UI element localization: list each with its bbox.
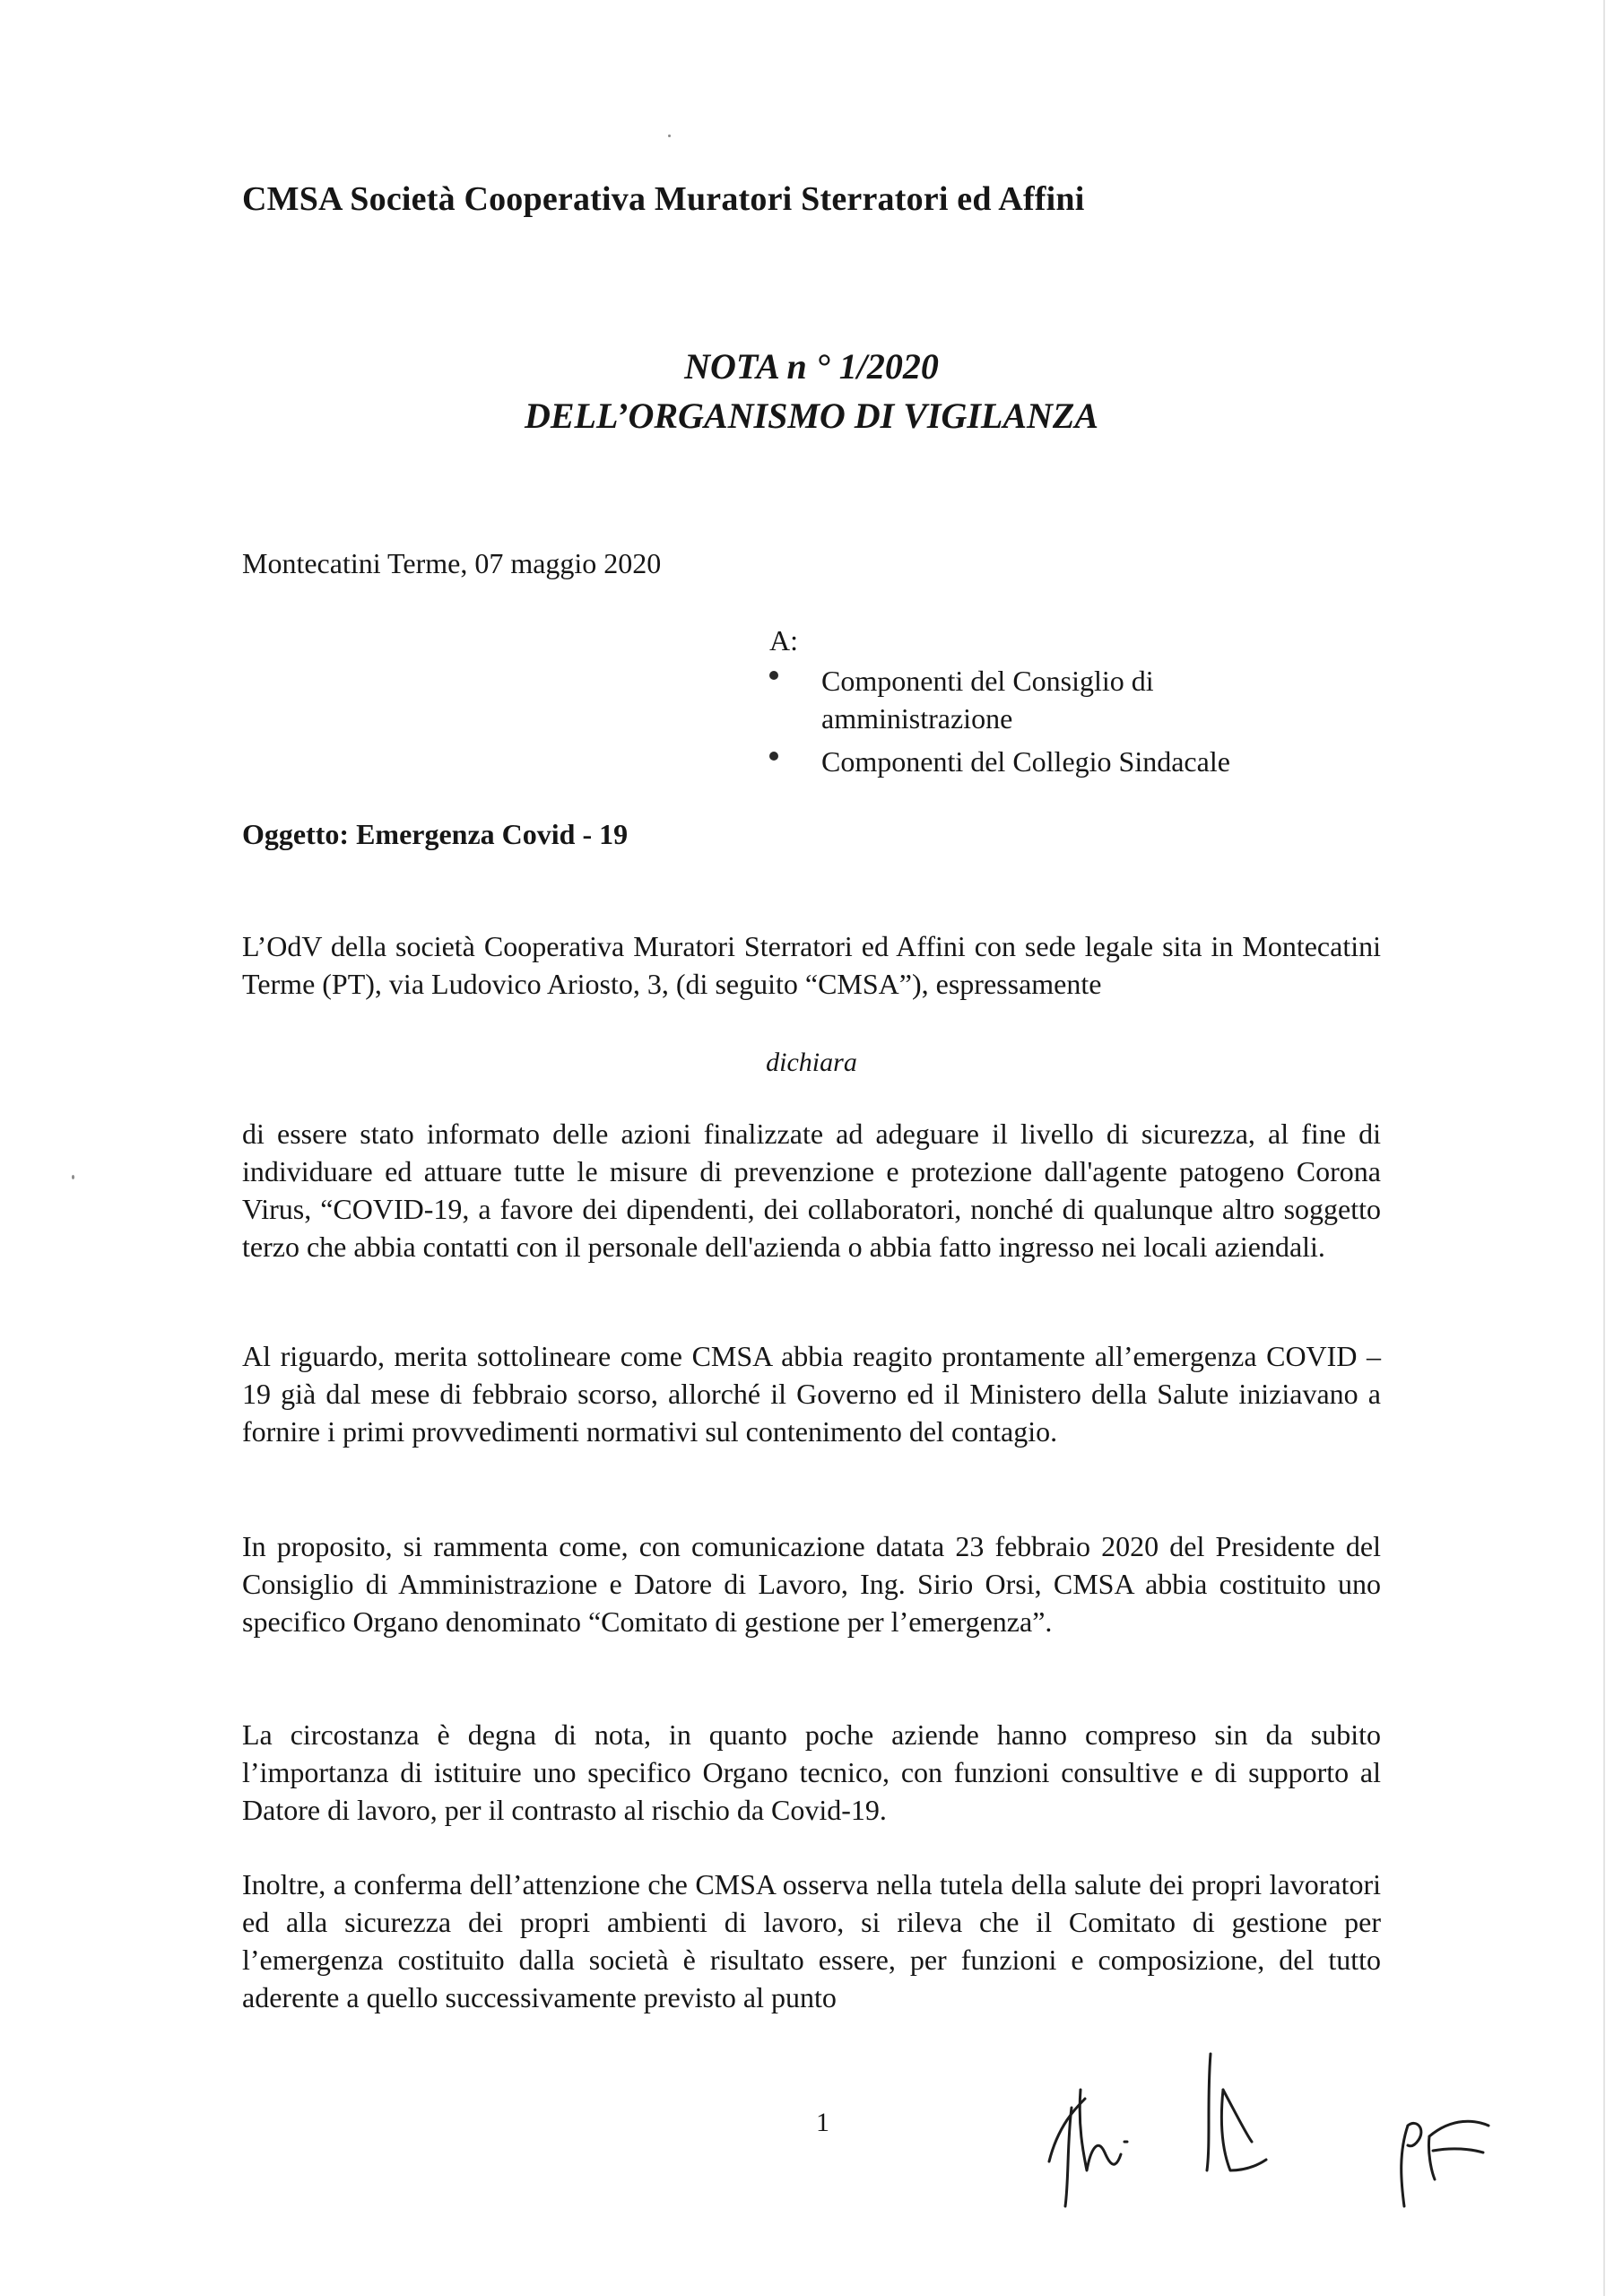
paragraph: La circostanza è degna di nota, in quanto poche aziende hanno compreso sin da subito l’importanza di istituire uno specifico Organo tecnico, con funzioni consultive e di supporto al Datore di lavoro, per il contrasto al rischio da Covid-19. (242, 1718, 1381, 1826)
paragraph-intro: L’OdV della società Cooperativa Muratori Sterratori ed Affini con sede legale sita in Montecatini Terme (PT), via Ludovico Ariosto, 3, (di seguito “CMSA”), espressamente (242, 930, 1381, 1000)
recipient-item (769, 662, 1325, 737)
signature-initials-icon (1031, 2036, 1533, 2215)
company-header: CMSA Società Cooperativa Muratori Sterratori ed Affini (242, 180, 1085, 218)
scan-speck (668, 135, 671, 137)
scan-speck (72, 1175, 74, 1179)
bullet-icon (769, 752, 778, 761)
recipient-list (769, 662, 1325, 786)
subject-line: Oggetto: Emergenza Covid - 19 (242, 818, 629, 850)
page-number: 1 (816, 2108, 829, 2137)
scan-edge-line (1603, 0, 1605, 2296)
paragraph: Al riguardo, merita sottolineare come CMSA abbia reagito prontamente all’emergenza COVID – 19 già dal mese di febbraio scorso, allorché il Governo ed il Ministero della Salute iniziavano a fornire i primi provvedimenti normativi sul contenimento del contagio. (242, 1340, 1381, 1448)
note-number: NOTA n ° 1/2020 (684, 346, 939, 387)
bullet-icon (769, 671, 778, 680)
recipient-item (769, 743, 1325, 780)
addressee-label: A: (769, 624, 798, 657)
paragraph: Inoltre, a conferma dell’attenzione che CMSA osserva nella tutela della salute dei propri lavoratori ed alla sicurezza dei propri ambienti di lavoro, si rileva che il Comitato di gestione per l’emergenza costituito dalla società è risultato essere, per funzioni e composizione, del tutto aderente a quello successivamente previsto al punto (242, 1868, 1381, 2013)
place-date: Montecatini Terme, 07 maggio 2020 (242, 547, 662, 579)
note-issuer: DELL’ORGANISMO DI VIGILANZA (524, 396, 1099, 436)
paragraph: di essere stato informato delle azioni finalizzate ad adeguare il livello di sicurezza, al fine di individuare ed attuare tutte le misure di prevenzione e protezione dall'agente patogeno Corona Virus, “COVID-19, a favore dei dipendenti, dei collaboratori, nonché di qualunque altro soggetto terzo che abbia contatti con il personale dell'azienda o abbia fatto ingresso nei locali aziendali. (242, 1118, 1381, 1263)
recipient-label: Componenti del Collegio Sindacale (821, 745, 1230, 778)
declaration-word: dichiara (766, 1048, 857, 1077)
paragraph: In proposito, si rammenta come, con comunicazione datata 23 febbraio 2020 del Presidente del Consiglio di Amministrazione e Datore di Lavoro, Ing. Sirio Orsi, CMSA abbia costituito uno specifico Organo denominato “Comitato di gestione per l’emergenza”. (242, 1530, 1381, 1638)
recipient-label: Componenti del Consiglio di amministrazione (821, 665, 1154, 735)
